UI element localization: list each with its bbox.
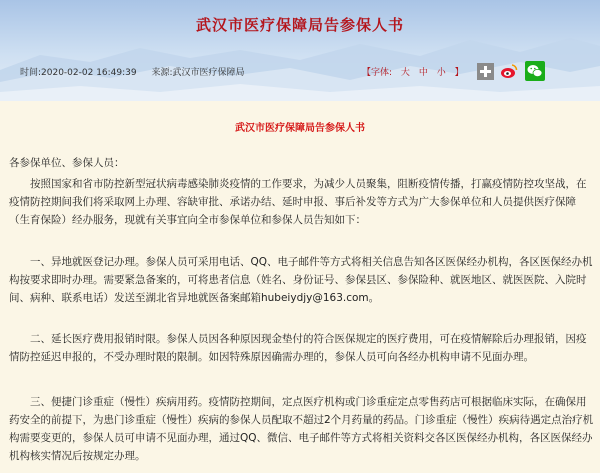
- article-source: 来源:武汉市医疗保障局: [151, 68, 245, 78]
- font-small-link[interactable]: 小: [436, 68, 446, 78]
- publish-time: 时间:2020-02-02 16:49:39: [20, 68, 137, 78]
- item-1-paragraph: 一、异地就医登记办理。参保人员可采用电话、QQ、电子邮件等方式将相关信息告知各区医保经办机构，各区医保经办机构按要求即时办理。需要紧急备案的，可将患者信息（姓名、身份证号、参保县区、参保险种、就医地区、就医医院、入院时间、病种、联系电话）发送至湖北省异地就医备案邮箱hubeiydjy@163.com。: [9, 256, 593, 304]
- wechat-icon[interactable]: [525, 61, 545, 81]
- article-meta: [20, 65, 257, 78]
- item-2-paragraph: 二、延长医疗费用报销时限。参保人员因各种原因现金垫付的符合医保规定的医疗费用，可在疫情解除后办理报销，因疫情防控延迟申报的，不受办理时限的限制。如因特殊原因确需办理的，参保人员可向各经办机构申请不见面办理。: [9, 333, 587, 363]
- font-medium-link[interactable]: 中: [418, 68, 428, 78]
- article-content: [0, 101, 600, 473]
- share-plus-icon[interactable]: [477, 63, 494, 80]
- item-3-paragraph: 三、便捷门诊重症（慢性）疾病用药。疫情防控期间，定点医疗机构或门诊重症定点零售药店可根据临床实际，在确保用药安全的前提下，为患门诊重症（慢性）疾病的参保人员配取不超过2个月药量的药品。门诊重症（慢性）疾病待遇定点治疗机构需要变更的，参保人员可申请不见面办理，通过QQ、微信、电子邮件等方式将相关资料交各区医保经办机构，各区医保经办机构核实情况后按规定办理。: [9, 396, 594, 462]
- weibo-icon[interactable]: [500, 63, 518, 80]
- page-title: 武汉市医疗保障局告参保人书: [195, 16, 404, 34]
- page-header: [0, 0, 600, 101]
- font-label: 【字体:: [362, 68, 393, 78]
- intro-paragraph: 按照国家和省市防控新型冠状病毒感染肺炎疫情的工作要求，为减少人员聚集，阻断疫情传播，打赢疫情防控攻坚战，在疫情防控期间我们将采取网上办理、容缺审批、承诺办结、延时申报、事后补发等方式为广大参保单位和人员提供医疗保障（生育保险）经办服务，现就有关事宜向全市参保单位和参保人员告知如下：: [9, 178, 587, 226]
- article-title: 武汉市医疗保障局告参保人书: [235, 123, 365, 134]
- font-bracket-close: 】: [454, 68, 464, 78]
- greeting: 各参保单位、参保人员：: [9, 157, 125, 169]
- font-size-control: [362, 65, 470, 78]
- font-large-link[interactable]: 大: [400, 68, 410, 78]
